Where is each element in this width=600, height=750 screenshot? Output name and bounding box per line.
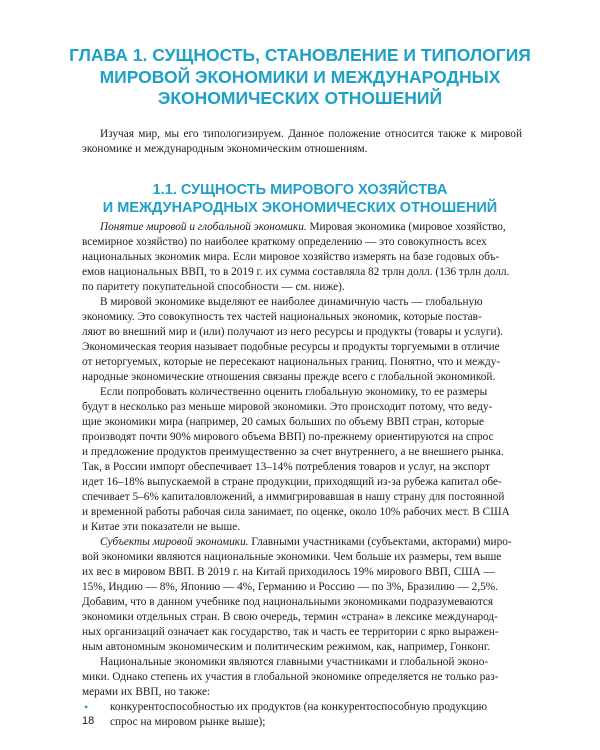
text-line: Добавим, что в данном учебнике под национальными экономиками подразумеваются: [82, 596, 494, 608]
chapter-title-line: ГЛАВА 1. СУЩНОСТЬ, СТАНОВЛЕНИЕ И ТИПОЛОГИЯ: [69, 45, 531, 65]
chapter-title: [40, 45, 560, 110]
text-line: и предложение продуктов преимущественно за счет внутреннего, а не внешнего рынка.: [82, 446, 504, 458]
text-line: производят почти 90% мирового объема ВВП) по-прежнему ориентируются на спрос: [82, 431, 494, 443]
text-line: экономики отдельных стран. В свою очередь, термин «страна» в лексике международ-: [82, 611, 498, 623]
text-line: мики. Однако степень их участия в глобальной экономике определяется не только раз-: [82, 671, 499, 683]
text-line: вой экономики являются национальные экономики. Чем больше их размеры, тем выше: [82, 551, 502, 563]
text-line: идет 16–18% выпускаемой в стране продукции, приходящий из-за рубежа капитал обе-: [82, 476, 502, 488]
text-line: спечивает 5–6% капиталовложений, а иммигрировавшая в нашу страну для постоянной: [82, 491, 505, 503]
text-line: по паритету покупательной способности — см. ниже).: [82, 281, 345, 293]
text-line: Так, в России импорт обеспечивает 13–14% потребления товаров и услуг, на экспорт: [82, 461, 490, 473]
text-line: ным автономным экономическим и политическим режимом, как, например, Гонконг.: [82, 641, 491, 653]
text-line: В мировой экономике выделяют ее наиболее динамичную часть — глобальную: [100, 296, 483, 308]
paragraph-heading: Субъекты мировой экономики.: [100, 536, 249, 548]
text-line: емов национальных ВВП, то в 2019 г. их сумма составляла 82 трлн долл. (136 трлн долл.: [82, 266, 510, 278]
paragraph-heading: Понятие мировой и глобальной экономики.: [100, 221, 307, 233]
text-line: щие экономики мира (например, 20 самых больших по объему ВВП стран, которые: [82, 416, 485, 428]
section-title-line: 1.1. СУЩНОСТЬ МИРОВОГО ХОЗЯЙСТВА: [152, 182, 448, 198]
text-line: народные экономические отношения связаны прежде всего с глобальной экономикой.: [82, 371, 496, 383]
text-line: ных организаций означает как государство, так и часть ее территории с ярко выражен-: [82, 626, 499, 638]
text-line: их вес в мировом ВВП. В 2019 г. на Китай приходилось 19% мирового ВВП, США —: [82, 566, 495, 578]
list-item-text: конкурентоспособностью их продуктов (на конкурентоспособную продукцию: [110, 701, 488, 713]
text-line: и временной работы рабочая сила занимает, по оценке, около 10% рабочих мест. В США: [82, 506, 510, 518]
text-line: ляют во внешний мир и (или) получают из него ресурсы и продукты (товары и услуги).: [82, 326, 504, 338]
list-item: [82, 700, 524, 715]
chapter-title-line: МИРОВОЙ ЭКОНОМИКИ И МЕЖДУНАРОДНЫХ: [99, 66, 501, 87]
text-line: Национальные экономики являются главными участниками и глобальной эконо-: [100, 656, 489, 668]
page-number: 18: [82, 715, 95, 727]
text-line: экономику. Это совокупность тех частей национальных экономик, которые постав-: [82, 311, 482, 323]
text-line: Если попробовать количественно оценить глобальную экономику, то ее размеры: [100, 386, 488, 398]
text-line: всемирное хозяйство) по наиболее краткому определению — это совокупность всех: [82, 236, 487, 248]
text-line: будут в несколько раз меньше мировой экономики. Это происходит потому, что веду-: [82, 401, 493, 413]
text-line: спрос на мировом рынке выше);: [110, 716, 266, 728]
text-fragment: Главными участниками (субъектами, акторами) миро-: [248, 536, 512, 548]
text-fragment: Мировая экономика (мировое хозяйство,: [306, 221, 506, 233]
text-line: Экономическая теория называет подобные ресурсы и продукты торгуемыми в отличие: [82, 341, 500, 353]
chapter-title-line: ЭКОНОМИЧЕСКИХ ОТНОШЕНИЙ: [157, 88, 443, 108]
text-line: [82, 220, 524, 235]
bullet-icon: •: [84, 700, 89, 714]
text-line: и Китае эти показатели не выше.: [82, 521, 241, 533]
text-line: национальных экономик мира. Если мировое хозяйство измерять на базе годовых объ-: [82, 251, 500, 263]
text-line: от неторгуемых, которые не пересекают национальных границ. Понятно, что и между-: [82, 356, 501, 368]
text-line: 15%, Индию — 8%, Японию — 4%, Германию и Россию — по 3%, Бразилию — 2,5%.: [82, 581, 499, 593]
section-title: [60, 181, 540, 217]
section-title-line: И МЕЖДУНАРОДНЫХ ЭКОНОМИЧЕСКИХ ОТНОШЕНИЙ: [102, 200, 498, 216]
text-line: мерами их ВВП, но также:: [82, 686, 211, 698]
body-text: [82, 220, 524, 730]
text-line: [82, 535, 524, 550]
intro-paragraph: Изучая мир, мы его типологизируем. Данное положение относится также к мировой экономике и международным экономическим отношениям.: [82, 128, 522, 155]
